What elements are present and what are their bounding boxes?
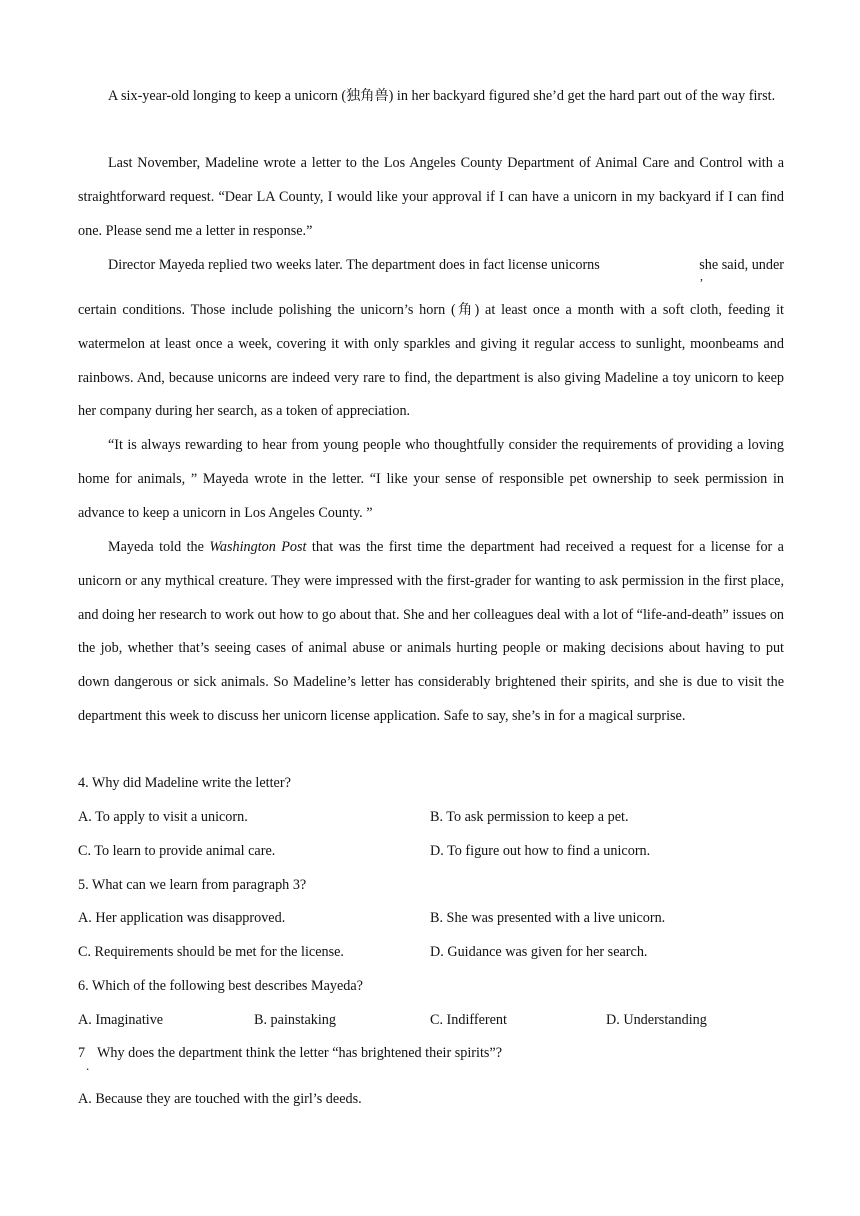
paragraph-3-comma: , (700, 269, 703, 283)
paragraph-3-start: Director Mayeda replied two weeks later. The department does in fact license unicorns (108, 257, 600, 273)
question-4-stem: 4. Why did Madeline write the letter? (78, 775, 291, 791)
question-4-option-c: C. To learn to provide animal care. (78, 843, 276, 859)
question-7-number: 7 (78, 1045, 86, 1061)
question-6-option-b: B. painstaking (254, 1012, 336, 1028)
passage-paragraph-5 (78, 531, 784, 734)
paragraph-5-after: that was the first time the department had received a request for a license for a unicorn or any mythical creature. They were impressed with the first-grader for wanting to ask permission in the first place, and doing her research to work out how to go about that. She and her colleagues deal with a lot of “life-and-death” issues on the job, whether that’s seeing cases of animal abuse or animals hurting people or making decisions about having to put down dangerous or sick animals. So Madeline’s letter has considerably brightened their spirits, and she is due to visit the department this week to discuss her unicorn license application. Safe to say, she’s in for a magical surprise. (78, 539, 785, 724)
question-4-option-d: D. To figure out how to find a unicorn. (430, 843, 651, 859)
question-7-stem: Why does the department think the letter “has brightened their spirits”? (97, 1045, 503, 1061)
question-6-option-d: D. Understanding (606, 1012, 707, 1028)
question-5-option-d: D. Guidance was given for her search. (430, 944, 648, 960)
question-6-option-a: A. Imaginative (78, 1012, 164, 1028)
question-6-option-c: C. Indifferent (430, 1012, 507, 1028)
passage-paragraph-2: Last November, Madeline wrote a letter to the Los Angeles County Department of Animal Care and Control with a straightforward request. “Dear LA County, I would like your approval if I can have a unicorn in my backyard if I can find one. Please send me a letter in response.” (78, 155, 784, 239)
passage-paragraph-3-first-line (108, 257, 784, 283)
question-5-option-b: B. She was presented with a live unicorn. (430, 910, 666, 926)
question-5-stem: 5. What can we learn from paragraph 3? (78, 877, 307, 893)
passage-paragraph-1: A six-year-old longing to keep a unicorn (独角兽) in her backyard figured she’d get the hard part out of the way first. (108, 88, 776, 104)
question-7-dot: . (86, 1058, 90, 1073)
newspaper-title: Washington Post (209, 539, 307, 555)
passage-paragraph-3-rest: certain conditions. Those include polishing the unicorn’s horn (角) at least once a month with a soft cloth, feeding it watermelon at least once a week, covering it with only sparkles and giving it regular access to sunlight, moonbeams and rainbows. And, because unicorns are indeed very rare to find, the department is also giving Madeline a toy unicorn to keep her company during her search, as a token of appreciation. (78, 302, 784, 420)
question-6-stem: 6. Which of the following best describes Mayeda? (78, 978, 363, 994)
question-5-option-c: C. Requirements should be met for the license. (78, 944, 344, 960)
question-7-option-a: A. Because they are touched with the girl’s deeds. (78, 1091, 362, 1107)
question-4-option-a: A. To apply to visit a unicorn. (78, 809, 248, 825)
paragraph-5-before: Mayeda told the (108, 539, 210, 555)
passage-paragraph-4: “It is always rewarding to hear from young people who thoughtfully consider the requirements of providing a loving home for animals, ” Mayeda wrote in the letter. “I like your sense of responsible pet ownership to seek permission in advance to keep a unicorn in Los Angeles County. ” (78, 437, 784, 521)
question-4-option-b: B. To ask permission to keep a pet. (430, 809, 629, 825)
paragraph-3-after-comma: she said, under (699, 257, 784, 273)
question-5-option-a: A. Her application was disapproved. (78, 910, 286, 926)
